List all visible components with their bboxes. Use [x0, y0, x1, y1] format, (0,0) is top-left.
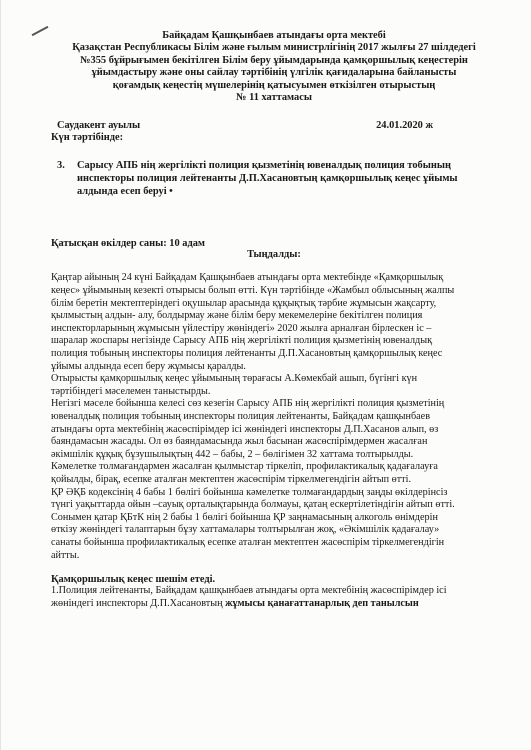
header-line: Қазақстан Республикасы Білім және ғылым министрлігінің 2017 жылғы 27 шілдедегі	[72, 42, 476, 54]
body-line: шаралар жоспары негізінде Сарысу АПБ нің жергілікті полиция қызметінің ювеналдық	[51, 335, 433, 347]
date: 24.01.2020 ж	[376, 120, 433, 132]
agenda-number: 3.	[57, 160, 65, 172]
protocol-number: № 11 хаттамасы	[236, 92, 312, 104]
decision-verdict: жұмысы қанағаттанарлық деп танылсын	[225, 597, 419, 609]
body-line: өткізу жөніндегі талаптарын бұзу хаттамалары толтырылған жоқ, «Әкімшілік қадағалау»	[51, 524, 440, 536]
body-line: Отырысты қамқоршылық кеңес ұйымының төрағасы А.Көмекбай ашып, бүгінгі күн	[51, 373, 418, 385]
body-line: ювеналдық полиция тобының инспекторы полиция лейтенанты, Байқадам қашқынбаев	[51, 410, 431, 422]
agenda-line: Сарысу АПБ нің жергілікті полиция қызметінің ювеналдық полиция тобының	[77, 160, 451, 172]
body-line: Кәмелетке толмағандармен жасалған қылмыстар тіркеліп, профилактикалық қадағалауға	[51, 461, 438, 473]
body-line: қойылды, бірақ, есепке аталған мектептен жасөспірім тіркелмегендігін айтып өтті.	[51, 473, 412, 485]
document-header	[51, 30, 497, 104]
school-name: Байқадам Қашқынбаев атындағы орта мектебі	[162, 30, 386, 41]
body-line: айтты.	[51, 549, 80, 561]
body-line: тәртібіндегі мәселемен таныстырды.	[51, 385, 211, 397]
agenda-line: инспекторы полиция лейтенанты Д.П.Хасановтың қамқоршылық кеңес ұйымы	[77, 173, 458, 185]
meta-row	[51, 120, 497, 131]
decision-heading: Қамқоршылық кеңес шешім етеді.	[51, 574, 216, 586]
decision-line: 1.Полиция лейтенанты, Байқадам қашқынбаев атындағы орта мектебінің жасөспірімдер ісі	[51, 585, 447, 597]
body-line: білім беретін мектептеріндегі оқушылар арасында құқықтық тәрбие жұмысын жақсарту,	[51, 297, 437, 309]
heard-heading: Тыңдалды:	[247, 249, 301, 261]
body-line: Қаңтар айының 24 күні Байқадам Қашқынбаев атындағы орта мектебінде «Қамқоршылық	[51, 272, 444, 284]
body-line: атындағы орта мектебінің жасөспірімдер ісі жөніндегі инспекторы Д.П.Хасанов алып, өз	[51, 423, 439, 435]
agenda-label: Күн тәртібінде:	[51, 132, 124, 144]
body-line: Сонымен қатар ҚБтК нің 2 бабы 1 бөлігі бойынша ҚР заңнамасының алкоголь өнімдерін	[51, 511, 438, 523]
body-line: түнгі уақыттарда ойын –сауық орталықтарында болмауы, қатаң ескертілетіндігін айтып өтті.	[51, 499, 455, 511]
decision-line	[51, 598, 497, 611]
attendees-count: Қатысқан өкілдер саны: 10 адам	[51, 238, 206, 250]
header-line: ұйымдастыру және оны сайлау тәртібінің үлгілік қағидаларына байланысты	[91, 67, 457, 79]
agenda-item	[51, 159, 497, 198]
body-line: баяндамасын жасады. Ол өз баяндамасында жыл басынан жасөспірімдермен жасалған	[51, 436, 428, 448]
body-line: кеңес» ұйымының кезекті отырысы болып өтті. Күн тәртібінде «Жамбыл облысының жалпы	[51, 285, 455, 297]
header-line: қоғамдық кеңестің мүшелерінің қатысуымен өткізілген отырыстың	[112, 79, 436, 91]
minutes-body	[51, 272, 497, 562]
decision-text: жөніндегі инспекторы Д.П.Хасановтың	[51, 597, 226, 609]
pen-mark	[32, 26, 49, 36]
body-line: инспекторларының жұмысын үйлестіру жөніндегі» 2020 жылға арналған бірлескен іс –	[51, 322, 432, 334]
body-line: полиция тобының инспекторы полиция лейтенанты Д.П.Хасановтың қамқоршылық кеңес	[51, 348, 443, 359]
body-line: ҚР ӘҚБ кодексінің 4 бабы 1 бөлігі бойынша кәмелетке толмағандардың заңды өкілдерінсіз	[51, 486, 448, 498]
body-line: ұйымы алдында есеп беру жұмысы қаралды.	[51, 360, 246, 372]
agenda-text	[77, 159, 458, 198]
body-line: Негізгі мәселе бойынша келесі сөз кезегін Сарысу АПБ нің жергілікті полиция қызметінің	[51, 398, 445, 410]
header-line: №355 бұйрығымен бекітілген Білім беру ұйымдарында қамқоршылық кеңестерін	[80, 54, 468, 66]
body-line: санаты бойынша профилактикалық есепке аталған мектептен жасөспірім тіркелмегендігін	[51, 536, 445, 548]
agenda-line: алдында есеп беруі •	[77, 186, 173, 198]
body-line: қылмыстың алдын- алу, болдырмау және білім беру мекемелеріне бекітілген полиция	[51, 310, 423, 322]
place: Саудакент ауылы	[57, 120, 141, 132]
body-line: әкімшілік құқық бұзушылықтың 442 – бабы, 2 – бөлігімен 32 хаттама толтырылды.	[51, 448, 414, 460]
